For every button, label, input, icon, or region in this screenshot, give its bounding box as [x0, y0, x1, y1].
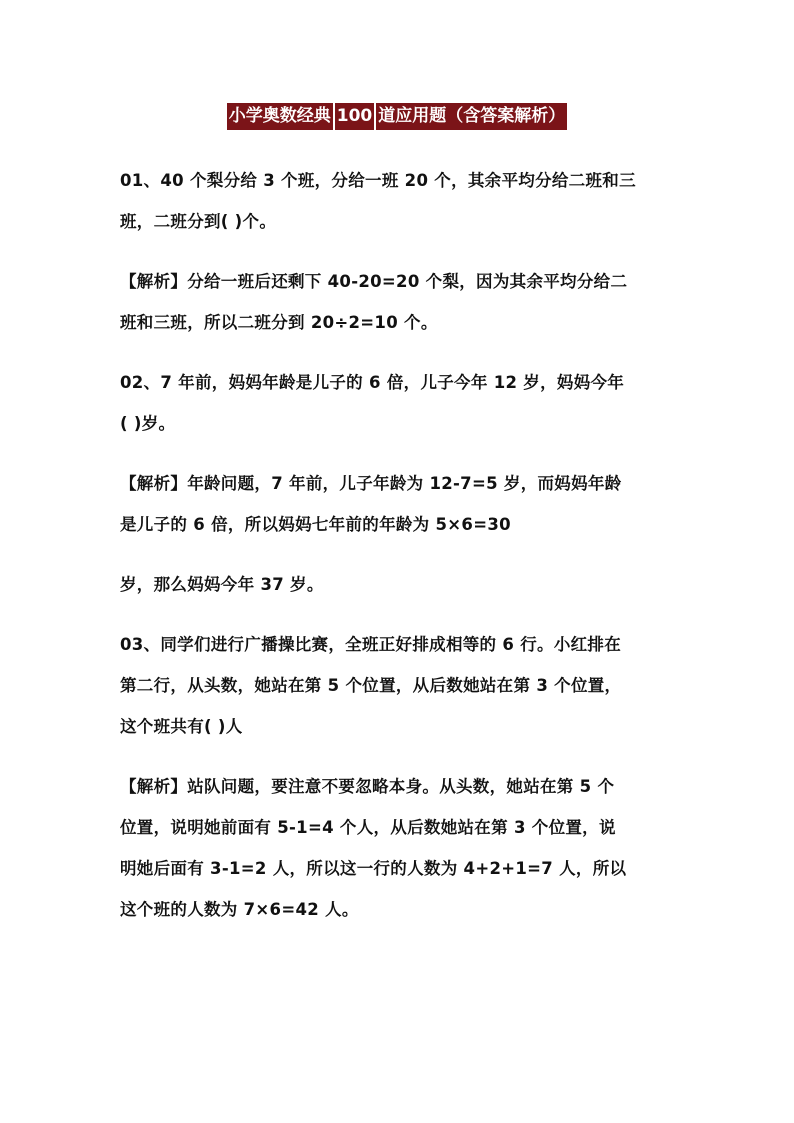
text-line: 班和三班，所以二班分到 20÷2=10 个。 — [120, 313, 438, 332]
analysis-01 — [120, 261, 680, 343]
text-line: 位置，说明她前面有 5-1=4 个人，从后数她站在第 3 个位置，说 — [120, 818, 616, 837]
document-body — [120, 160, 680, 949]
question-02 — [120, 362, 680, 444]
text-line: ( )岁。 — [120, 414, 176, 433]
text-line: 这个班的人数为 7×6=42 人。 — [120, 900, 359, 919]
text-line: 03、同学们进行广播操比赛，全班正好排成相等的 6 行。小红排在 — [120, 635, 622, 654]
text-line: 是儿子的 6 倍，所以妈妈七年前的年龄为 5×6=30 — [120, 515, 511, 534]
text-line: 【解析】年龄问题，7 年前，儿子年龄为 12-7=5 岁，而妈妈年龄 — [120, 474, 622, 493]
text-line: 02、7 年前，妈妈年龄是儿子的 6 倍，儿子今年 12 岁，妈妈今年 — [120, 373, 625, 392]
text-line: 明她后面有 3-1=2 人，所以这一行的人数为 4+2+1=7 人，所以 — [120, 859, 627, 878]
title-segment-number: 100 — [335, 103, 375, 130]
text-line: 岁，那么妈妈今年 37 岁。 — [120, 575, 324, 594]
question-03 — [120, 624, 680, 747]
text-line: 这个班共有( )人 — [120, 717, 243, 736]
title-segment: 道应用题（含答案解析） — [376, 103, 567, 130]
analysis-03 — [120, 766, 680, 930]
text-line: 【解析】分给一班后还剩下 40-20=20 个梨，因为其余平均分给二 — [120, 272, 628, 291]
text-line: 01、40 个梨分给 3 个班，分给一班 20 个，其余平均分给二班和三 — [120, 171, 636, 190]
text-line: 【解析】站队问题，要注意不要忽略本身。从头数，她站在第 5 个 — [120, 777, 615, 796]
analysis-02-continued — [120, 564, 680, 605]
question-01 — [120, 160, 680, 242]
text-line: 第二行，从头数，她站在第 5 个位置，从后数她站在第 3 个位置， — [120, 676, 622, 695]
text-line: 班，二班分到( )个。 — [120, 212, 277, 231]
title-segment: 小学奥数经典 — [227, 103, 333, 130]
analysis-02 — [120, 463, 680, 545]
document-title — [0, 103, 794, 130]
